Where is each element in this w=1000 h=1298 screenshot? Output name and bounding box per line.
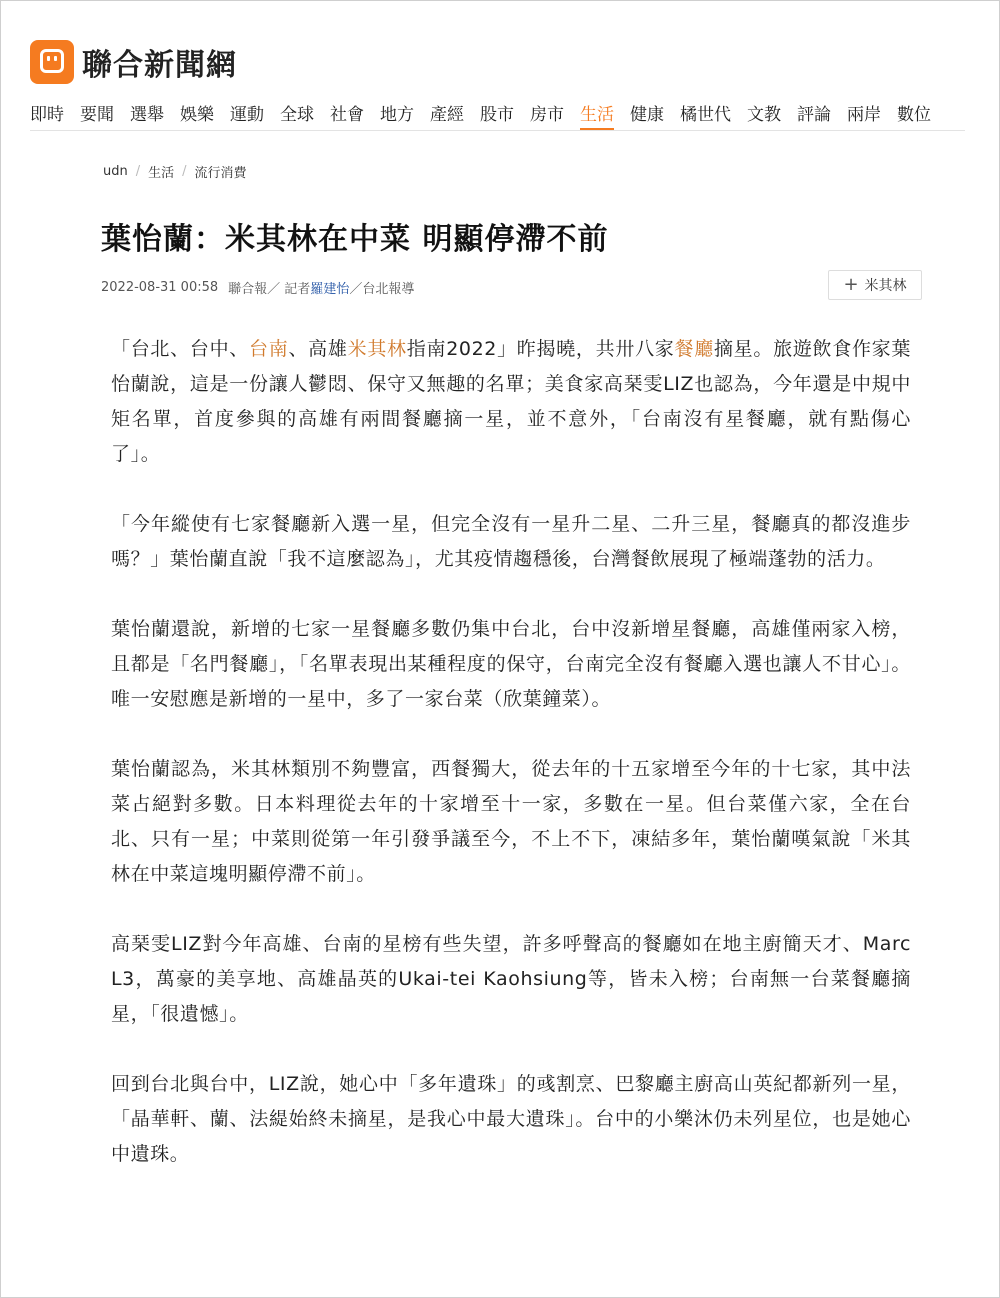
article-paragraph: [111, 332, 911, 472]
breadcrumb-subsection[interactable]: 流行消費: [194, 166, 247, 181]
nav-item[interactable]: 股市: [480, 105, 514, 125]
keyword-link[interactable]: 台南: [249, 338, 289, 360]
article-paragraph: 回到台北與台中，LIZ說，她心中「多年遺珠」的彧割烹、巴黎廳主廚高山英紀都新列一星，「晶華軒、蘭、法緹始終未摘星，是我心中最大遺珠」。台中的小樂沐仍未列星位，也是她心中遺珠。: [111, 1073, 911, 1165]
site-logo[interactable]: [30, 40, 237, 84]
breadcrumb-separator: /: [182, 164, 187, 179]
plus-icon: +: [843, 274, 859, 295]
nav-item[interactable]: 地方: [380, 105, 414, 125]
nav-item-active[interactable]: 生活: [580, 102, 614, 130]
text-run: 指南2022」昨揭曉，共卅八家: [406, 338, 675, 360]
follow-tag-button[interactable]: [828, 270, 922, 300]
breadcrumb-section[interactable]: 生活: [148, 166, 175, 181]
article-body: [111, 332, 911, 1207]
nav-item[interactable]: 即時: [30, 105, 64, 125]
nav-item[interactable]: 健康: [630, 105, 664, 125]
keyword-link[interactable]: 米其林: [347, 338, 407, 360]
keyword-link[interactable]: 餐廳: [674, 338, 714, 360]
tag-label: 米其林: [864, 278, 907, 294]
text-run: 「台北、台中、: [111, 338, 250, 360]
text-run: 摘星。旅遊飲食作家葉怡蘭說，這是一份讓人鬱悶、保守又無趣的名單；美食家高琹雯LIZ也認為，今年還是中規中矩名單，首度參與的高雄有兩間餐廳摘一星，並不意外，「台南沒有星餐廳，就有點傷心了」。: [111, 338, 911, 465]
nav-item[interactable]: 產經: [430, 105, 464, 125]
article-paragraph: 高琹雯LIZ對今年高雄、台南的星榜有些失望，許多呼聲高的餐廳如在地主廚簡天才、Marc L3，萬豪的美享地、高雄晶英的Ukai-tei Kaohsiung等，皆未入榜；台南無一台菜餐廳摘星，「很遺憾」。: [111, 933, 911, 1025]
main-nav: [30, 102, 965, 131]
nav-item[interactable]: 娛樂: [180, 105, 214, 125]
reporter-link[interactable]: 羅建怡: [310, 282, 350, 297]
article-location: ／台北報導: [349, 282, 415, 297]
nav-item[interactable]: 全球: [280, 105, 314, 125]
breadcrumb: [103, 162, 247, 181]
article-datetime: 2022-08-31 00:58: [101, 280, 219, 295]
udn-logo-icon: [30, 40, 74, 84]
nav-item[interactable]: 兩岸: [847, 105, 881, 125]
nav-item[interactable]: 要聞: [80, 105, 114, 125]
nav-item[interactable]: 文教: [747, 105, 781, 125]
article-source: 聯合報: [228, 282, 268, 297]
nav-item[interactable]: 評論: [797, 105, 831, 125]
reporter-prefix: ／ 記者: [267, 282, 311, 297]
article-paragraph: 葉怡蘭認為，米其林類別不夠豐富，西餐獨大，從去年的十五家增至今年的十七家，其中法菜占絕對多數。日本料理從去年的十家增至十一家，多數在一星。但台菜僅六家，全在台北、只有一星；中菜則從第一年引發爭議至今，不上不下，凍結多年，葉怡蘭嘆氣說「米其林在中菜這塊明顯停滯不前」。: [111, 758, 911, 885]
article-title: 葉怡蘭：米其林在中菜 明顯停滯不前: [101, 222, 609, 257]
breadcrumb-separator: /: [135, 164, 141, 179]
nav-item[interactable]: 橘世代: [680, 105, 731, 125]
breadcrumb-home[interactable]: udn: [103, 164, 128, 179]
article-paragraph: 「今年縱使有七家餐廳新入選一星，但完全沒有一星升二星、二升三星，餐廳真的都沒進步嗎？」葉怡蘭直說「我不這麼認為」，尤其疫情趨穩後，台灣餐飲展現了極端蓬勃的活力。: [111, 513, 911, 570]
nav-item[interactable]: 選舉: [130, 105, 164, 125]
nav-item[interactable]: 運動: [230, 105, 264, 125]
article-paragraph: 葉怡蘭還說，新增的七家一星餐廳多數仍集中台北，台中沒新增星餐廳，高雄僅兩家入榜，且都是「名門餐廳」，「名單表現出某種程度的保守，台南完全沒有餐廳入選也讓人不甘心」。唯一安慰應是新增的一星中，多了一家台菜（欣葉鐘菜）。: [111, 618, 911, 710]
text-run: 、高雄: [288, 338, 348, 360]
nav-item[interactable]: 社會: [330, 105, 364, 125]
logo-text: 聯合新聞網: [82, 48, 237, 83]
nav-item[interactable]: 數位: [897, 105, 931, 125]
nav-item[interactable]: 房市: [530, 105, 564, 125]
article-meta: [101, 278, 414, 297]
